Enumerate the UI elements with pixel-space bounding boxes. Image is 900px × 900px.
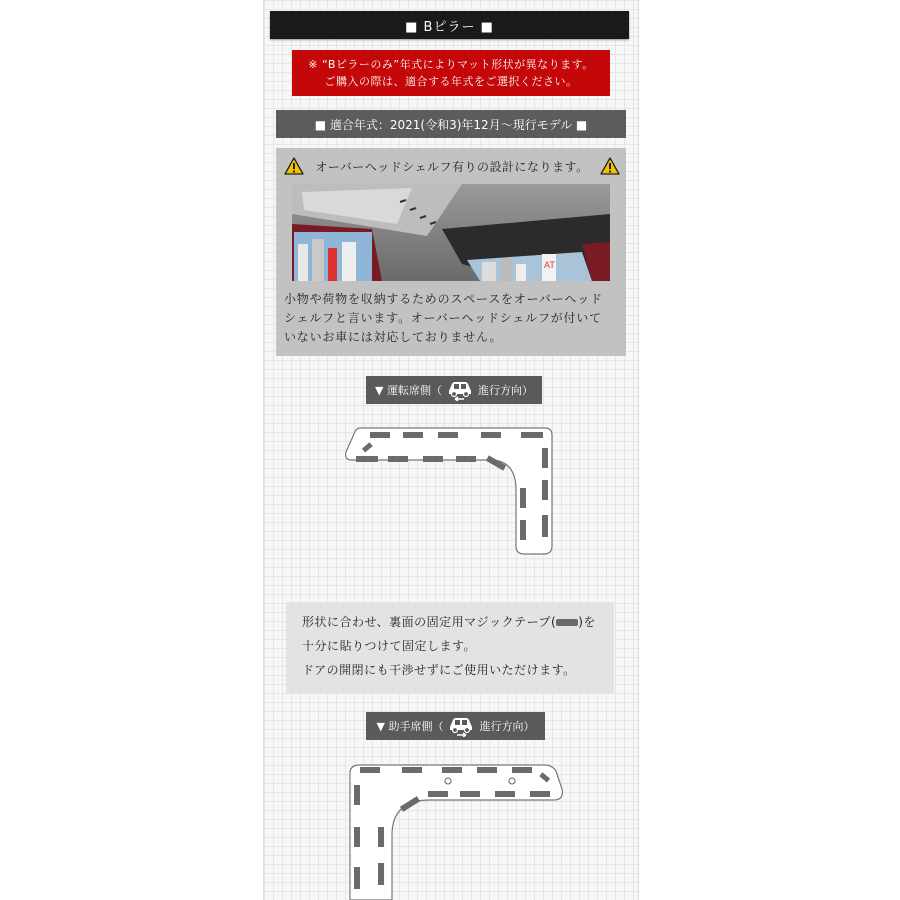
warning-icon [284, 157, 304, 175]
shelf-description-line: 小物や荷物を収納するためのスペースをオーバーヘッド [284, 292, 603, 306]
fixing-info-text: )を [578, 615, 596, 629]
passenger-side-label [366, 712, 545, 740]
section-title: ■ Bピラー ■ [270, 11, 629, 39]
passenger-side-prefix: ▼ 助手席側（ [376, 720, 444, 733]
year-notice-box [292, 50, 610, 96]
fixing-info-box [286, 602, 614, 694]
car-direction-right-icon [447, 715, 475, 737]
car-direction-left-icon [446, 379, 474, 401]
car-interior-photo [292, 184, 610, 281]
passenger-side-mat-diagram [340, 755, 570, 900]
warning-row [284, 155, 620, 177]
driver-side-prefix: ▼ 運転席側（ [375, 384, 442, 397]
compatible-year-label: ■ 適合年式：2021(令和3)年12月～現行モデル ■ [276, 110, 626, 138]
fixing-info-line-2: 十分に貼りつけて固定します。 [302, 639, 477, 653]
shelf-description-line: いないお車には対応しておりません。 [284, 330, 503, 344]
driver-side-label [366, 376, 542, 404]
warning-text: オーバーヘッドシェルフ有りの設計になります。 [315, 159, 589, 174]
driver-side-mat-diagram [340, 420, 560, 560]
velcro-tape-icon [556, 619, 578, 626]
fixing-info-text: 形状に合わせ、裏面の固定用マジックテープ( [302, 615, 557, 629]
fixing-info-line-1 [302, 610, 614, 634]
fixing-info-line-3: ドアの開閉にも干渉せずにご使用いただけます。 [302, 663, 576, 677]
notice-line-1: ※ “Bピラーのみ”年式によりマット形状が異なります。 [308, 58, 594, 71]
shelf-description [284, 290, 622, 347]
photo-sign-text: AT [544, 260, 555, 270]
driver-side-suffix: 進行方向） [477, 384, 533, 397]
shelf-description-line: シェルフと言います。オーバーヘッドシェルフが付いて [284, 311, 602, 325]
warning-icon [600, 157, 620, 175]
notice-line-2: ご購入の際は、適合する年式をご選択ください。 [324, 75, 578, 88]
passenger-side-suffix: 進行方向） [479, 720, 535, 733]
